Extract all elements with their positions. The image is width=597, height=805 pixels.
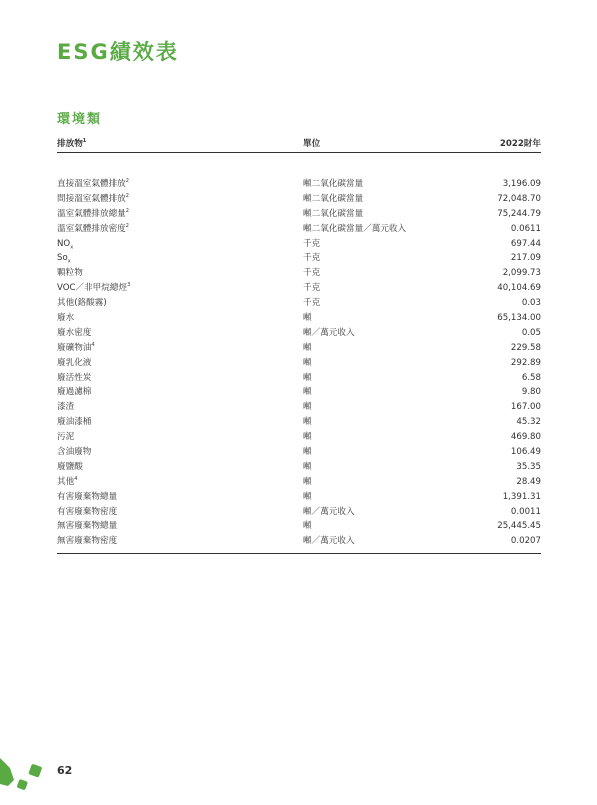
decorative-shapes-icon	[0, 750, 60, 805]
table-row	[57, 192, 541, 207]
row-item: 廢過濾棉	[57, 387, 92, 398]
row-unit: 千克	[303, 298, 321, 309]
table-header	[57, 136, 541, 153]
row-item: 污泥	[57, 432, 75, 443]
row-item: 廢乳化液	[57, 357, 92, 368]
table-row	[57, 534, 541, 549]
row-item: 無害廢棄物總量	[57, 521, 118, 532]
row-value: 0.03	[521, 298, 541, 309]
row-item: 廢礦物油$^4$	[57, 341, 95, 353]
table-row	[57, 519, 541, 534]
row-unit: 噸	[303, 342, 312, 353]
row-unit: 噸二氧化碳當量	[303, 193, 364, 204]
table-row	[57, 341, 541, 356]
table-row	[57, 251, 541, 266]
table-row	[57, 371, 541, 386]
row-item: 溫室氣體排放密度$^2$	[57, 222, 129, 234]
row-unit: 噸	[303, 313, 312, 324]
row-value: 9.80	[521, 387, 541, 398]
row-value: 25,445.45	[497, 521, 541, 532]
table-row	[57, 222, 541, 237]
row-value: 28.49	[516, 476, 541, 487]
table-row	[57, 430, 541, 445]
row-unit: 噸	[303, 402, 312, 413]
row-unit: 噸	[303, 432, 312, 443]
row-value: 6.58	[521, 372, 541, 383]
row-item: $NO_x$	[57, 238, 74, 251]
row-subscript: x	[70, 244, 74, 251]
table-row	[57, 400, 541, 415]
table-row	[57, 266, 541, 281]
row-unit: 噸	[303, 461, 312, 472]
row-value: 106.49	[510, 447, 541, 458]
table-row	[57, 505, 541, 520]
row-value: 1,391.31	[502, 491, 541, 502]
row-item: 廢鹽酸	[57, 461, 83, 472]
row-footnote: 3	[127, 282, 131, 289]
row-unit: 噸	[303, 372, 312, 383]
row-value: 3,196.09	[502, 179, 541, 189]
row-subscript: x	[67, 259, 71, 266]
header-unit: 單位	[303, 138, 321, 149]
table-row	[57, 415, 541, 430]
row-value: 469.80	[510, 432, 541, 443]
row-value: 35.35	[516, 461, 541, 472]
row-item: 廢油漆桶	[57, 417, 92, 428]
row-value: 0.05	[521, 327, 541, 338]
row-value: 45.32	[516, 417, 541, 428]
table-row	[57, 177, 541, 192]
row-value: 217.09	[510, 253, 541, 264]
row-value: 2,099.73	[502, 268, 541, 279]
table-row	[57, 445, 541, 460]
row-value: 229.58	[510, 342, 541, 353]
table-row	[57, 475, 541, 490]
row-footnote: 2	[125, 222, 129, 229]
row-value: 292.89	[510, 357, 541, 368]
row-item: 廢水密度	[57, 327, 92, 338]
table-row	[57, 356, 541, 371]
row-value: 167.00	[510, 402, 541, 413]
row-value: 40,104.69	[497, 283, 541, 294]
header-footnote: 1	[82, 137, 87, 144]
row-value: 0.0207	[510, 536, 541, 547]
row-unit: 噸	[303, 476, 312, 487]
row-unit: 噸二氧化碳當量	[303, 179, 364, 189]
page-number: 62	[57, 764, 73, 777]
row-item: VOC／非甲烷總烴$^3$	[57, 282, 131, 294]
row-item: 溫室氣體排放總量$^2$	[57, 207, 129, 219]
row-item: 廢水	[57, 313, 75, 324]
row-unit: 噸／萬元收入	[303, 506, 355, 517]
row-unit: 噸二氧化碳當量／萬元收入	[303, 223, 407, 234]
row-footnote: 4	[91, 341, 95, 348]
row-item: 有害廢棄物總量	[57, 491, 118, 502]
row-unit: 噸	[303, 357, 312, 368]
table-row	[57, 281, 541, 296]
row-item: $So_x$	[57, 253, 71, 266]
table-bottom-rule	[57, 553, 541, 554]
row-value: 65,134.00	[497, 313, 541, 324]
emissions-table	[57, 136, 541, 554]
row-item: 無害廢棄物密度	[57, 536, 118, 547]
row-footnote: 2	[125, 207, 129, 214]
row-unit: 噸	[303, 387, 312, 398]
row-value: 72,048.70	[497, 193, 541, 204]
header-item: 排放物$^1$	[57, 137, 87, 149]
row-footnote: 4	[74, 475, 78, 482]
table-row	[57, 460, 541, 475]
row-item: 廢活性炭	[57, 372, 92, 383]
row-unit: 噸	[303, 521, 312, 532]
table-row	[57, 207, 541, 222]
row-footnote: 2	[125, 193, 129, 200]
row-unit: 千克	[303, 238, 321, 249]
row-unit: 千克	[303, 268, 321, 279]
row-unit: 噸／萬元收入	[303, 327, 355, 338]
row-item: 顆粒物	[57, 268, 83, 279]
row-footnote: 2	[125, 178, 129, 185]
row-value: 0.0611	[510, 223, 541, 234]
row-value: 75,244.79	[497, 208, 541, 219]
table-row	[57, 490, 541, 505]
row-unit: 噸二氧化碳當量	[303, 208, 364, 219]
table-row	[57, 385, 541, 400]
table-row	[57, 296, 541, 311]
row-item: 漆渣	[57, 402, 75, 413]
row-item: 直接溫室氣體排放$^2$	[57, 178, 129, 189]
row-item: 其他$^4$	[57, 475, 78, 487]
row-item: 有害廢棄物密度	[57, 506, 118, 517]
row-item: 其他(鉻酸霧)	[57, 298, 107, 309]
row-unit: 噸	[303, 491, 312, 502]
table-row	[57, 311, 541, 326]
row-item: 含油廢物	[57, 447, 92, 458]
section-title: 環境類	[57, 112, 103, 127]
row-value: 0.0011	[510, 506, 541, 517]
row-unit: 千克	[303, 253, 321, 264]
row-unit: 噸	[303, 447, 312, 458]
row-unit: 噸	[303, 417, 312, 428]
row-unit: 千克	[303, 283, 321, 294]
table-row	[57, 237, 541, 252]
row-unit: 噸／萬元收入	[303, 536, 355, 547]
header-year: 2022財年	[499, 138, 541, 149]
row-value: 697.44	[510, 238, 541, 249]
table-body	[57, 177, 541, 549]
page-title: ESG績效表	[57, 40, 179, 64]
row-item: 間接溫室氣體排放$^2$	[57, 193, 129, 204]
table-row	[57, 326, 541, 341]
